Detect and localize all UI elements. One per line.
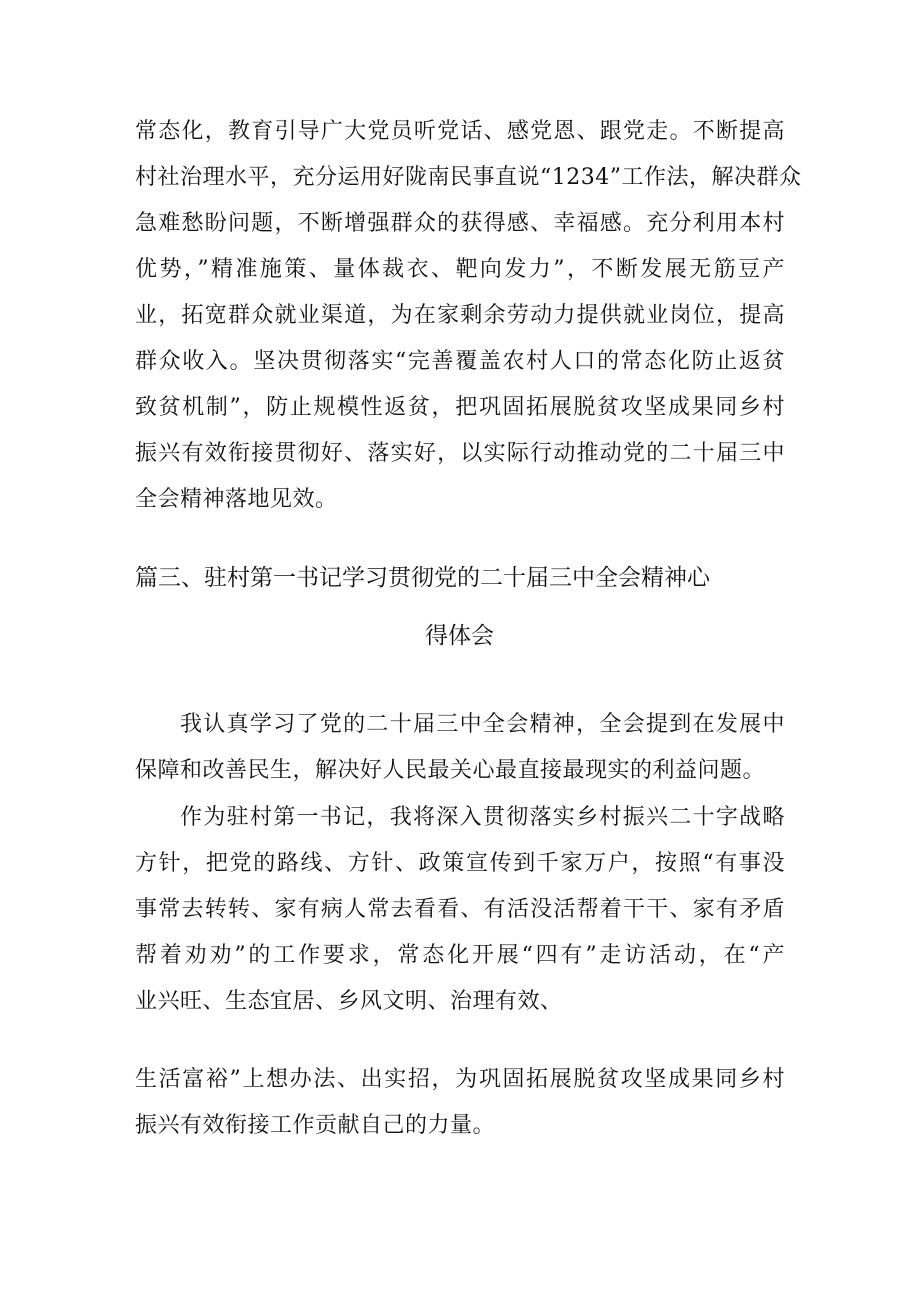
paragraph-line: 业，拓宽群众就业渠道，为在家剩余劳动力提供就业岗位，提高	[135, 303, 785, 328]
paragraph-line: 我认真学习了党的二十届三中全会精神，全会提到在发展中	[180, 712, 785, 737]
paragraph-line: 优势，”精准施策、量体裁衣、靶向发力”，不断发展无筋豆产	[135, 257, 785, 282]
paragraph-line: 群众收入。坚决贯彻落实“完善覆盖农村人口的常态化防止返贫	[135, 349, 785, 374]
paragraph-line: 事常去转转、家有病人常去看看、有活没活帮着干干、家有矛盾	[135, 897, 785, 922]
paragraph-line: 帮着劝劝”的工作要求，常态化开展“四有”走访活动，在“产	[135, 943, 785, 968]
paragraph-line: 保障和改善民生，解决好人民最关心最直接最现实的利益问题。	[135, 758, 766, 783]
paragraph-line: 振兴有效衔接贯彻好、落实好，以实际行动推动党的二十届三中	[135, 441, 785, 466]
paragraph-line: 方针，把党的路线、方针、政策宣传到千家万户，按照“有事没	[135, 851, 785, 876]
paragraph-line: 业兴旺、生态宜居、乡风文明、治理有效、	[135, 989, 563, 1014]
section-heading-line-1: 篇三、驻村第一书记学习贯彻党的二十届三中全会精神心	[135, 565, 710, 591]
paragraph-line: 作为驻村第一书记，我将深入贯彻落实乡村振兴二十字战略	[180, 805, 785, 830]
paragraph-line: 生活富裕”上想办法、出实招，为巩固拓展脱贫攻坚成果同乡村	[135, 1067, 785, 1092]
paragraph-line: 村社治理水平，充分运用好陇南民事直说“1234”工作法，解决群众	[135, 165, 802, 190]
paragraph-line: 急难愁盼问题，不断增强群众的获得感、幸福感。充分利用本村	[135, 211, 785, 236]
section-heading-line-2: 得体会	[425, 623, 494, 649]
paragraph-line: 振兴有效衔接工作贡献自己的力量。	[135, 1113, 496, 1138]
paragraph-line: 全会精神落地见效。	[135, 487, 338, 512]
paragraph-line: 致贫机制”，防止规模性返贫，把巩固拓展脱贫攻坚成果同乡村	[135, 395, 785, 420]
paragraph-line: 常态化，教育引导广大党员听党话、感党恩、跟党走。不断提高	[135, 119, 785, 144]
